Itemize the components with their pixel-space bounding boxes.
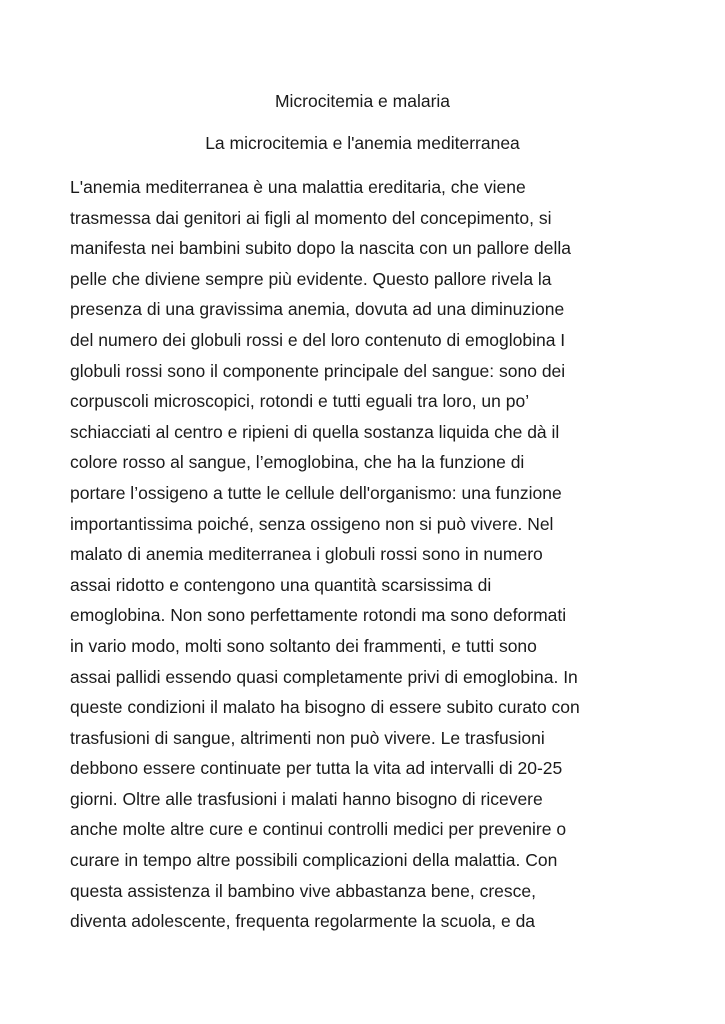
text-line: queste condizioni il malato ha bisogno di essere subito curato con [70, 697, 580, 718]
text-line: in vario modo, molti sono soltanto dei frammenti, e tutti sono [70, 635, 537, 656]
text-line: giorni. Oltre alle trasfusioni i malati hanno bisogno di ricevere [70, 788, 543, 809]
text-line: curare in tempo altre possibili complicazioni della malattia. Con [70, 850, 558, 871]
text-line: anche molte altre cure e continui controlli medici per prevenire o [70, 819, 567, 840]
text-line: trasfusioni di sangue, altrimenti non può vivere. Le trasfusioni [70, 727, 545, 748]
text-line: corpuscoli microscopici, rotondi e tutti eguali tra loro, un po’ [70, 391, 530, 412]
text-line: presenza di una gravissima anemia, dovuta ad una diminuzione [70, 299, 565, 320]
text-line: trasmessa dai genitori ai figli al momento del concepimento, si [70, 207, 552, 228]
text-line: assai ridotto e contengono una quantità scarsissima di [70, 574, 492, 595]
text-line: del numero dei globuli rossi e del loro contenuto di emoglobina I [70, 329, 566, 350]
text-line: globuli rossi sono il componente principale del sangue: sono dei [70, 360, 566, 381]
text-line: diventa adolescente, frequenta regolarmente la scuola, e da [70, 911, 536, 932]
document-subtitle: La microcitemia e l'anemia mediterranea [205, 133, 520, 153]
text-line: malato di anemia mediterranea i globuli rossi sono in numero [70, 544, 543, 565]
text-line: colore rosso al sangue, l’emoglobina, che ha la funzione di [70, 452, 525, 473]
text-line: pelle che diviene sempre più evidente. Questo pallore rivela la [70, 268, 552, 289]
text-line: L'anemia mediterranea è una malattia ereditaria, che viene [70, 177, 526, 197]
text-line: portare l’ossigeno a tutte le cellule dell'organismo: una funzione [70, 482, 562, 503]
body-paragraph [70, 172, 670, 937]
text-line: schiacciati al centro e ripieni di quella sostanza liquida che dà il [70, 421, 560, 442]
text-line: questa assistenza il bambino vive abbastanza bene, cresce, [70, 880, 536, 901]
document-title: Microcitemia e malaria [274, 91, 451, 111]
text-line: debbono essere continuate per tutta la vita ad intervalli di 20-25 [70, 758, 563, 779]
text-line: manifesta nei bambini subito dopo la nascita con un pallore della [70, 238, 572, 259]
text-line: assai pallidi essendo quasi completamente privi di emoglobina. In [70, 666, 578, 687]
text-line: importantissima poiché, senza ossigeno non si può vivere. Nel [70, 513, 554, 534]
text-line: emoglobina. Non sono perfettamente rotondi ma sono deformati [70, 605, 567, 626]
